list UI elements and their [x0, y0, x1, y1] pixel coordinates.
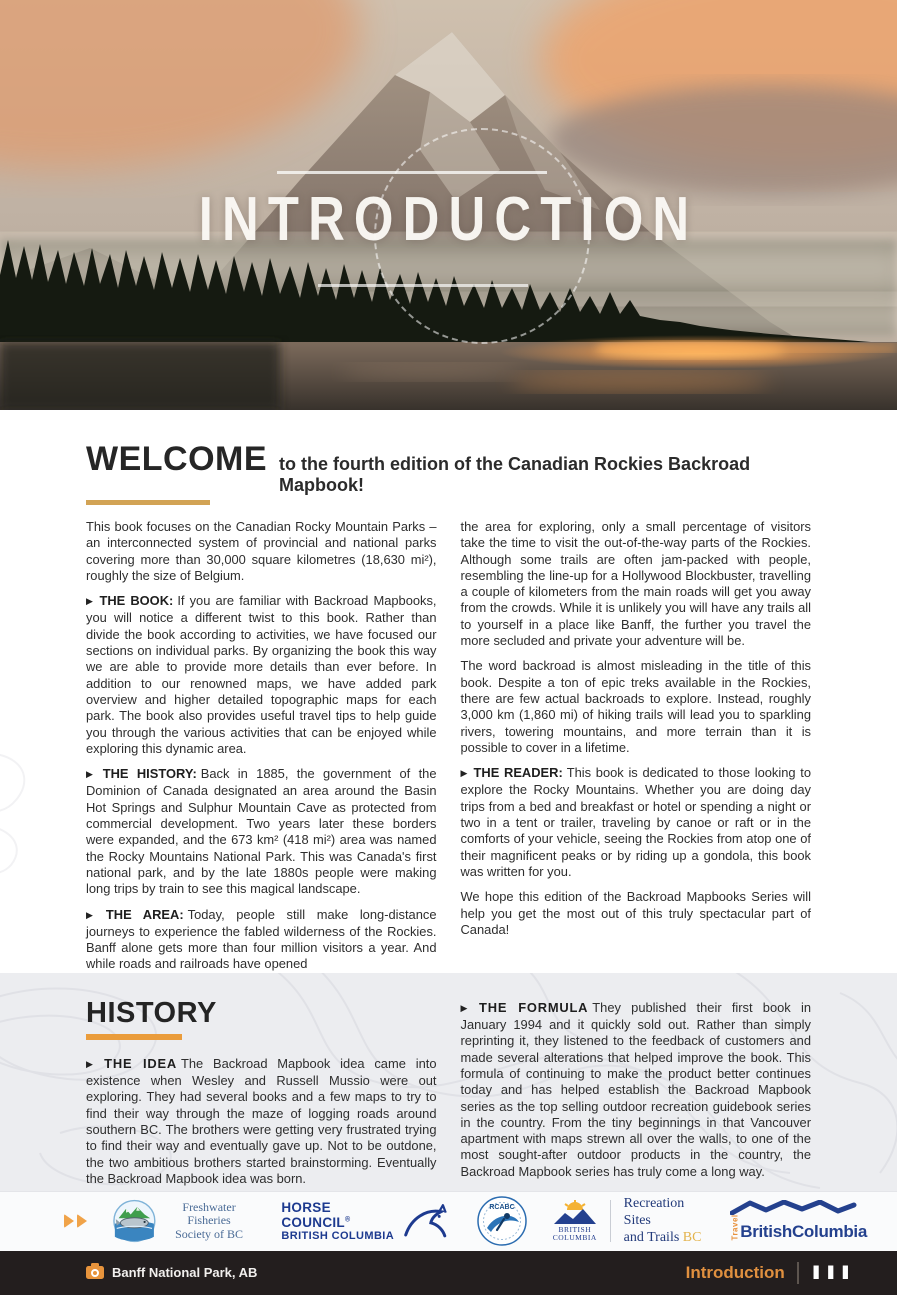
paragraph-lead: THE HISTORY: [102, 766, 197, 782]
logo-line: BRITISH [558, 1224, 592, 1234]
photo-caption-group [86, 1265, 257, 1280]
mountain-zigzag-icon [730, 1200, 858, 1215]
travel-label: Travel [730, 1214, 740, 1241]
chevron-right-icon [64, 1214, 74, 1228]
logo-line [624, 1230, 705, 1247]
logo-line: COLUMBIA [552, 1233, 597, 1243]
logo-bc-text: BC [682, 1229, 702, 1245]
paragraph [461, 889, 812, 938]
logo-text [163, 1201, 256, 1242]
page-number: III [810, 1261, 855, 1284]
paragraph-text: The word backroad is almost misleading in the title of this book. Despite a ton of epic treks available in the Rockies, there are few actual backroads to explore. Instead, roughly 3,000 km (1,860 mi) of hiking trails will lead you to sparkling rivers, towering mountains, and more terrain than it is possible to cover in a lifetime. [460, 658, 811, 755]
triangle-bullet-icon: ▶ [86, 909, 101, 920]
paragraph [86, 593, 437, 757]
paragraph [461, 519, 812, 649]
double-chevron-icon [64, 1214, 87, 1228]
logo-freshwater-fisheries [113, 1198, 255, 1244]
triangle-bullet-icon: ▶ [86, 1058, 100, 1069]
paragraph [461, 1000, 812, 1180]
paragraph-text: They published their first book in January 1994 and it quickly sold out. Rather than simply reprinting it, they listened to the feedback of customers and made several alterations that helped improve the book. This formula of continuing to make the product better continues today and has helped establish the Backroad Mapbook series as the top selling outdoor recreation guidebook series in the country. From the tiny beginnings in that Vancouver apartment with maps strewn all over the walls, to one of the most sought-after outdoor products in the country, the Backroad Mapbook series has truly come a long way. [460, 999, 811, 1179]
paragraph-lead: THE AREA: [105, 906, 184, 922]
triangle-bullet-icon: ▶ [86, 769, 98, 780]
paragraph-text: This book is dedicated to those looking to explore the Rocky Mountains. Whether you are doing day trips from a bed and breakfast or hotel or spending a night or two in a tent or trailer, traveling by canoe or raft or in the comforts of your vehicle, seeing the Rockies from atop one of their magnificent peaks or by riding up a gondola, this book was written for you. [460, 765, 812, 879]
logo-horse-council [281, 1200, 450, 1242]
paragraph-text: the area for exploring, only a small percentage of visitors take the time to visit the out-of-the-way parts of the Rockies. Although some trails are often jam-packed with people, resembling the line-up for a Hollywood Blockbuster, travelling a couple of kilometers from the main roads will get you away from the crowds. While it is unlikely you will have any trails all to yourself in a place like Banff, the further you travel the more secluded and private your adventure will be. [460, 519, 811, 649]
paragraph [461, 765, 812, 880]
paragraph [461, 658, 812, 756]
paragraph-lead: THE IDEA [104, 1055, 177, 1071]
logo-recreation-sites-trails [553, 1196, 704, 1246]
paragraph [86, 519, 437, 584]
sun-mountains-icon [553, 1200, 597, 1226]
logo-line-text: and Trails [623, 1229, 683, 1245]
paragraph-text: This book focuses on the Canadian Rocky Mountain Parks – an interconnected system of provincial and national parks covering more than 30,000 square kilometres (18,630 mi²), roughly the size of Belgium. [86, 519, 437, 583]
registered-mark: ® [344, 1216, 351, 1224]
hero-banner [0, 0, 897, 410]
divider [797, 1262, 799, 1284]
history-section [0, 973, 897, 1191]
paragraph-text: Today, people still make long-distance journeys to experience the fabled wilderness of the Rockies. Banff alone gets more than four million visitors a year. And while roads and railroads have opened [86, 906, 437, 972]
paragraph-lead: THE BOOK: [99, 593, 174, 609]
title-rule-bottom [318, 284, 528, 287]
title-rule-top [277, 171, 547, 174]
welcome-section [0, 410, 897, 973]
triangle-bullet-icon: ▶ [86, 596, 95, 607]
welcome-columns [86, 519, 811, 973]
section-subheading: to the fourth edition of the Canadian Rockies Backroad Mapbook! [279, 454, 751, 495]
page-folio-group [686, 1262, 855, 1284]
divider [610, 1200, 611, 1242]
logo-text [281, 1200, 395, 1242]
triangle-bullet-icon: ▶ [460, 1002, 475, 1013]
logo-line: BritishColumbia [740, 1222, 868, 1242]
paragraph-text: We hope this edition of the Backroad Mapbooks Series will help you get the most out of this truly spectacular part of Canada! [460, 889, 811, 937]
logo-line: Recreation Sites [623, 1196, 685, 1228]
heading-underline [86, 500, 210, 505]
camera-icon [86, 1266, 104, 1279]
paragraph-lead: THE READER: [473, 765, 563, 781]
paragraph [86, 766, 437, 897]
section-heading: WELCOME [86, 440, 268, 478]
page-title: INTRODUCTION [198, 185, 699, 254]
horse-head-icon [402, 1202, 450, 1240]
welcome-column-right [461, 519, 812, 973]
logo-text [730, 1214, 868, 1242]
footer-bar [0, 1251, 897, 1295]
paragraph [86, 1056, 437, 1187]
photo-caption: Banff National Park, AB [112, 1265, 258, 1281]
heading-underline [86, 1034, 182, 1040]
triangle-bullet-icon: ▶ [460, 768, 469, 779]
fish-badge-icon [113, 1198, 156, 1244]
section-heading: HISTORY [86, 996, 217, 1029]
logo-text [624, 1196, 705, 1246]
canoe-badge-icon [477, 1196, 527, 1246]
paragraph [86, 907, 437, 973]
history-column-right [461, 973, 812, 1187]
svg-text:RCABC: RCABC [489, 1204, 515, 1212]
paragraph-text: The Backroad Mapbook idea came into existence when Wesley and Russell Mussio were out exploring. They had several books and a few maps to try to find their way through the maze of logging roads around southern BC. The brothers were getting very frustrated trying to find their way and eventually gave up. Not to be outdone, the two ambitious brothers started brainstorming. Eventually the Backroad Mapbook idea was born. [86, 1055, 437, 1186]
paragraph-lead: THE FORMULA [479, 999, 589, 1015]
logo-travel-british-columbia [730, 1200, 867, 1242]
logo-line: BRITISH COLUMBIA [281, 1230, 395, 1243]
bc-government-crest [553, 1200, 597, 1243]
paragraph-text: Back in 1885, the government of the Dominion of Canada designated an area around the Basin Hot Springs and Sulphur Mountain Cave as protected from commercial development. Two years later these borders were expanded, and the 673 km² (418 mi²) area was named the Rocky Mountains National Park. This was Canada's first national park, and by the late 1880s people were making long trips by train to see this magical landscape. [86, 766, 437, 897]
welcome-heading-row [86, 440, 811, 496]
contour-ornament [0, 740, 46, 880]
logo-line: Freshwater Fisheries [182, 1199, 236, 1228]
welcome-column-left [86, 519, 437, 973]
history-columns [0, 973, 897, 1187]
logo-rcabc [477, 1196, 527, 1246]
paragraph-text: If you are familiar with Backroad Mapbooks, you will notice a different twist to this book. Rather than divide the book according to activities, we have focused our sections on individual parks. By organizing the book this way we are able to provide more details than ever before. In addition to our renowned maps, we have added park overview and higher detailed topographic maps for each park. The book also provides useful travel tips to help guide you through the various activities that can be enjoyed while exploring this dynamic area. [86, 593, 437, 756]
logo-text [553, 1226, 597, 1243]
section-label: Introduction [685, 1262, 785, 1282]
logo-line: Society of BC [175, 1227, 244, 1242]
chevron-right-icon [77, 1214, 87, 1228]
logo-line [281, 1200, 395, 1230]
history-column-left [86, 973, 437, 1187]
logo-line-text: HORSE COUNCIL [281, 1200, 345, 1231]
